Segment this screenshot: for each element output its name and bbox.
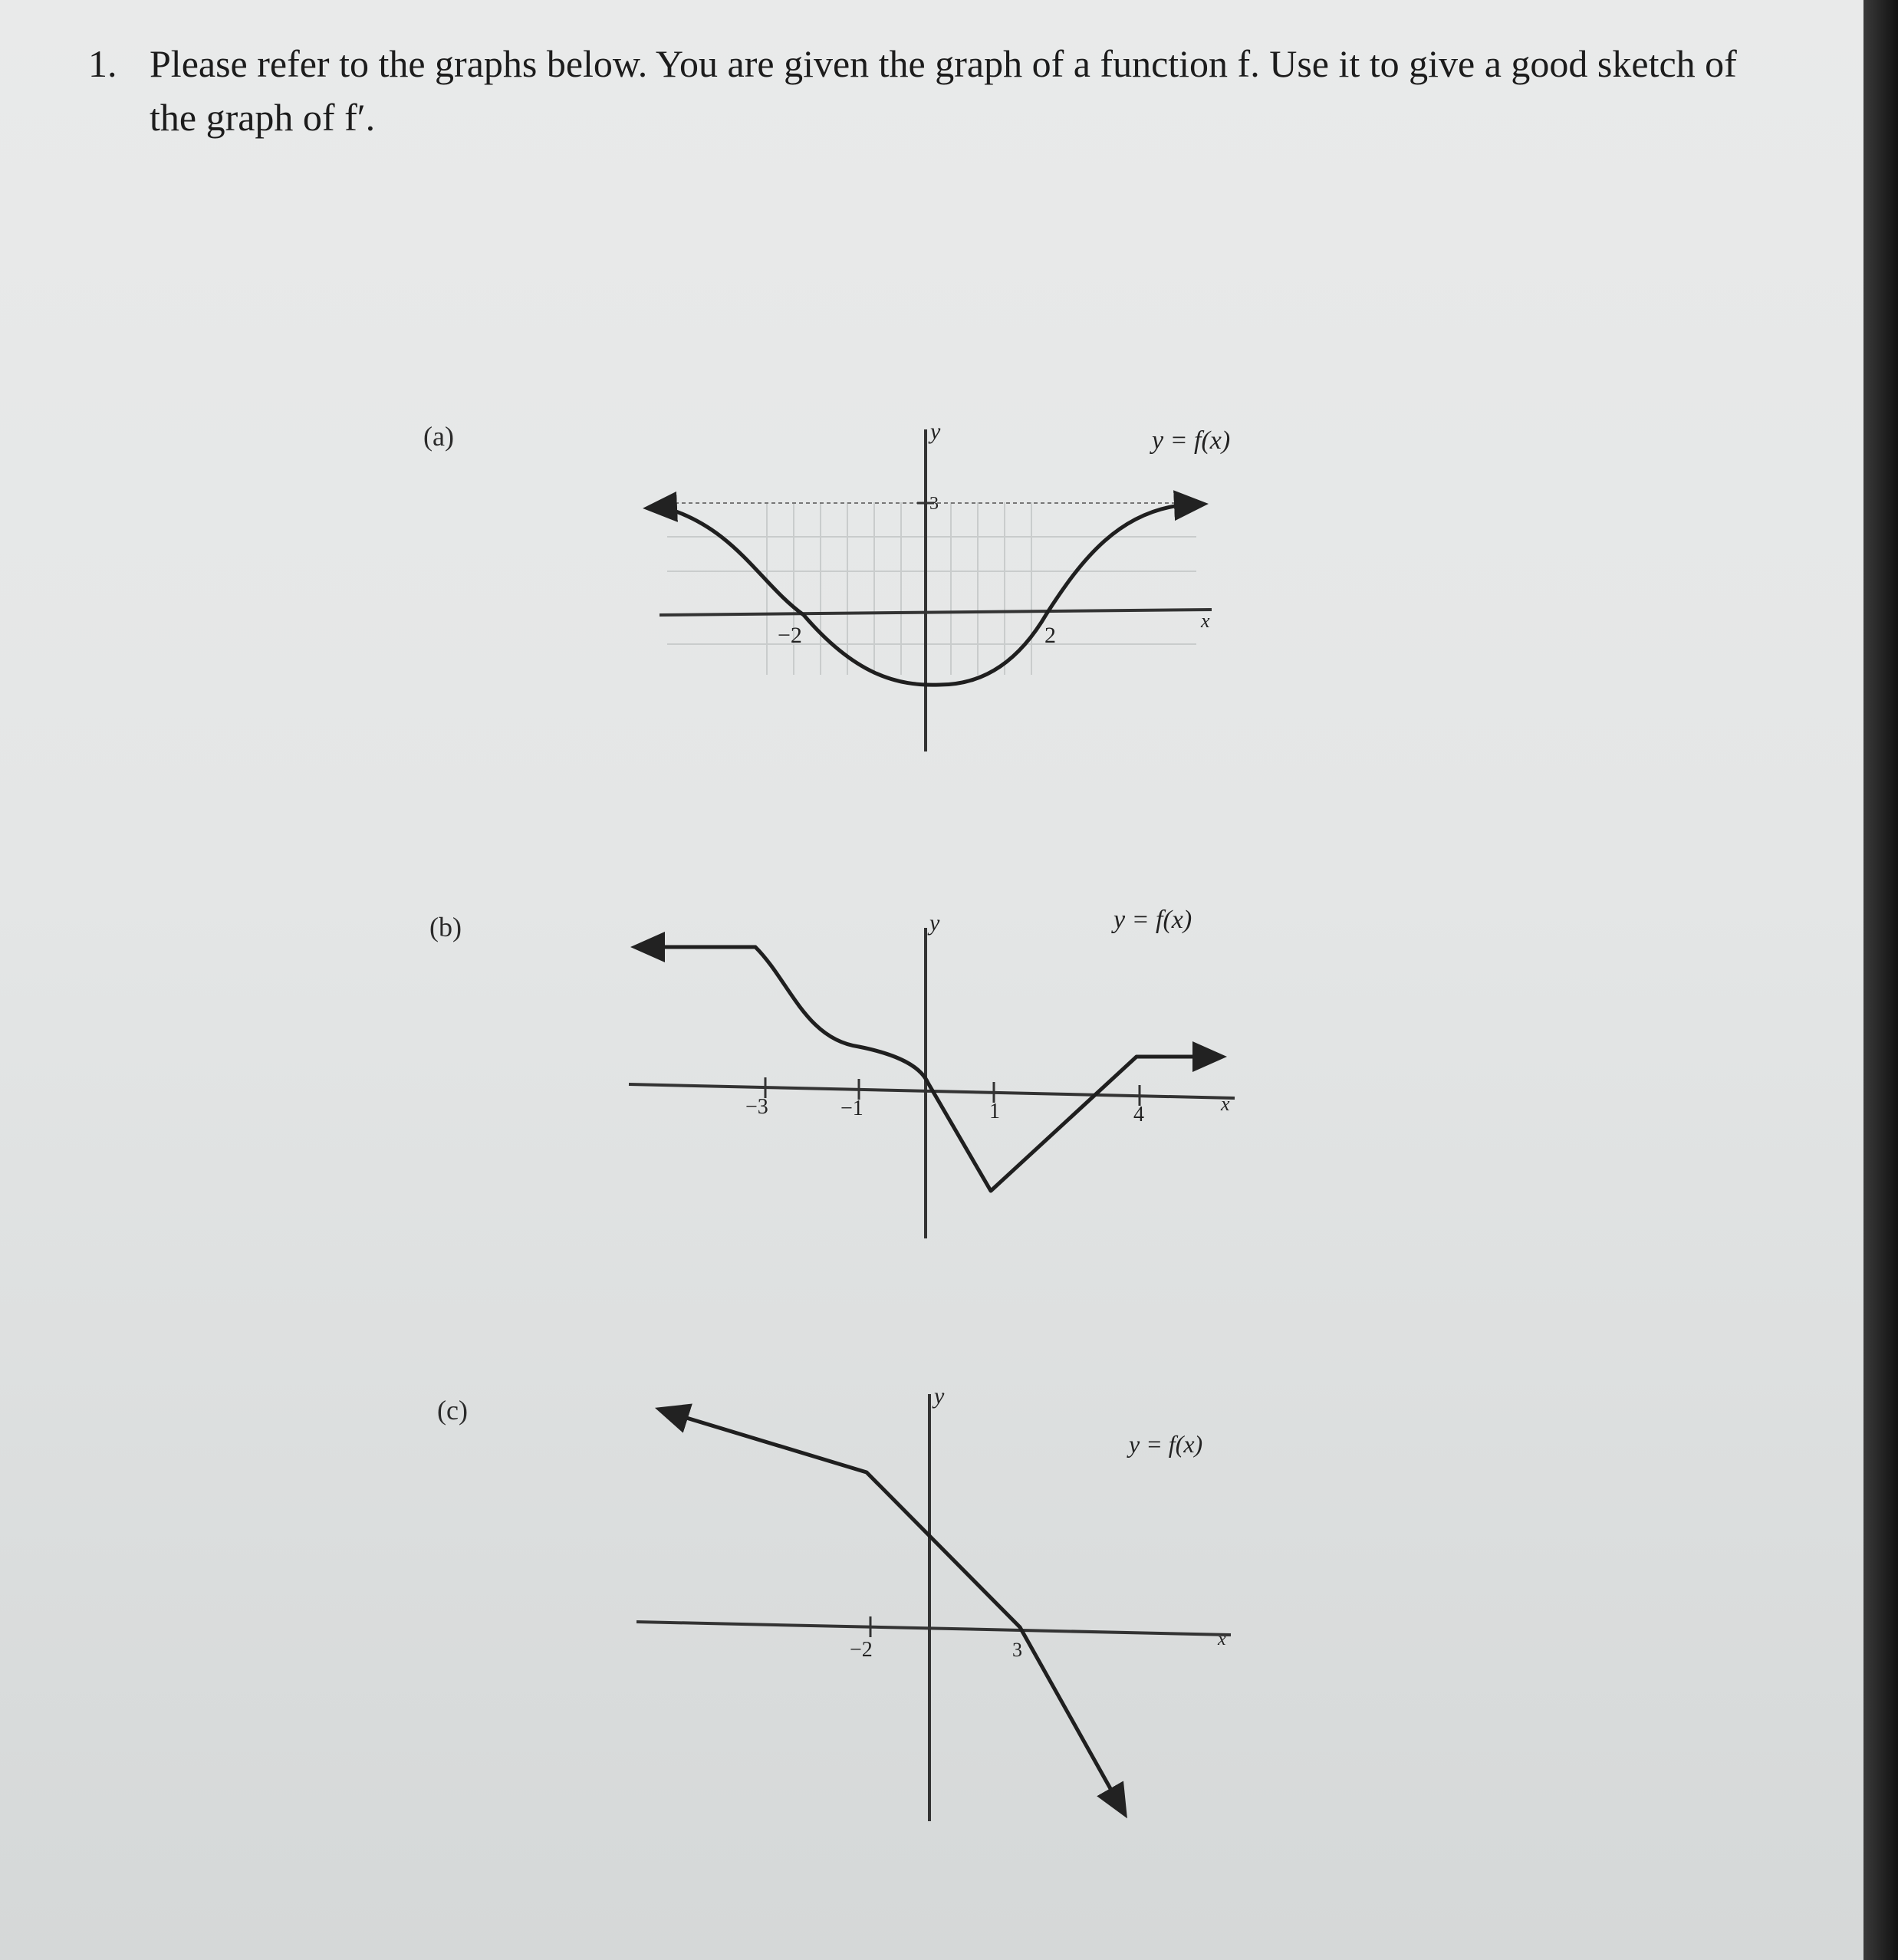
graph-a-x-axis — [660, 610, 1212, 615]
graph-a-tick-label-neg2: −2 — [778, 623, 802, 648]
graph-c-curve — [676, 1415, 1116, 1798]
graph-b-tick-label-neg1: −1 — [840, 1097, 863, 1120]
graph-a-left-arrow — [658, 507, 675, 508]
part-a-label: (a) — [423, 421, 454, 452]
graph-c-left-arrow — [669, 1412, 686, 1418]
graph-c-right-arrow — [1110, 1789, 1120, 1805]
part-c-label: (c) — [437, 1395, 468, 1426]
graph-a-tick-label-2: 2 — [1044, 623, 1056, 648]
graph-a-tick-label-3: 3 — [929, 494, 939, 514]
graph-b-function-label: y = f(x) — [1113, 906, 1192, 934]
graph-c-y-label: y — [934, 1383, 945, 1409]
graph-a-grid — [667, 502, 1196, 675]
graph-a-y-label: y — [930, 419, 941, 444]
graph-a-function-label: y = f(x) — [1152, 426, 1231, 455]
graph-a-x-label: x — [1201, 610, 1210, 632]
graph-c-x-label: x — [1218, 1629, 1226, 1649]
graph-b-tick-label-neg3: −3 — [745, 1095, 768, 1119]
question-number: 1. — [88, 42, 117, 85]
graph-b-y-label: y — [929, 910, 940, 936]
graph-c-function-label: y = f(x) — [1129, 1430, 1203, 1458]
graph-b-tick-label-4: 4 — [1133, 1103, 1144, 1126]
graph-c-tick-label-neg2: −2 — [850, 1638, 873, 1662]
graph-b-tick-label-1: 1 — [989, 1100, 1000, 1123]
graph-c — [637, 1383, 1231, 1821]
graph-c-x-axis — [637, 1622, 1231, 1635]
question-text: Please refer to the graphs below. You are given the graph of a function f. Use it to give a good sketch of the graph of f′. — [150, 42, 1737, 139]
part-b-label: (b) — [429, 912, 462, 942]
graph-b — [629, 906, 1235, 1238]
graph-c-tick-label-3: 3 — [1012, 1639, 1022, 1661]
graph-b-x-label: x — [1221, 1093, 1230, 1115]
graph-b-curve — [652, 947, 1204, 1191]
graph-a — [658, 419, 1230, 751]
